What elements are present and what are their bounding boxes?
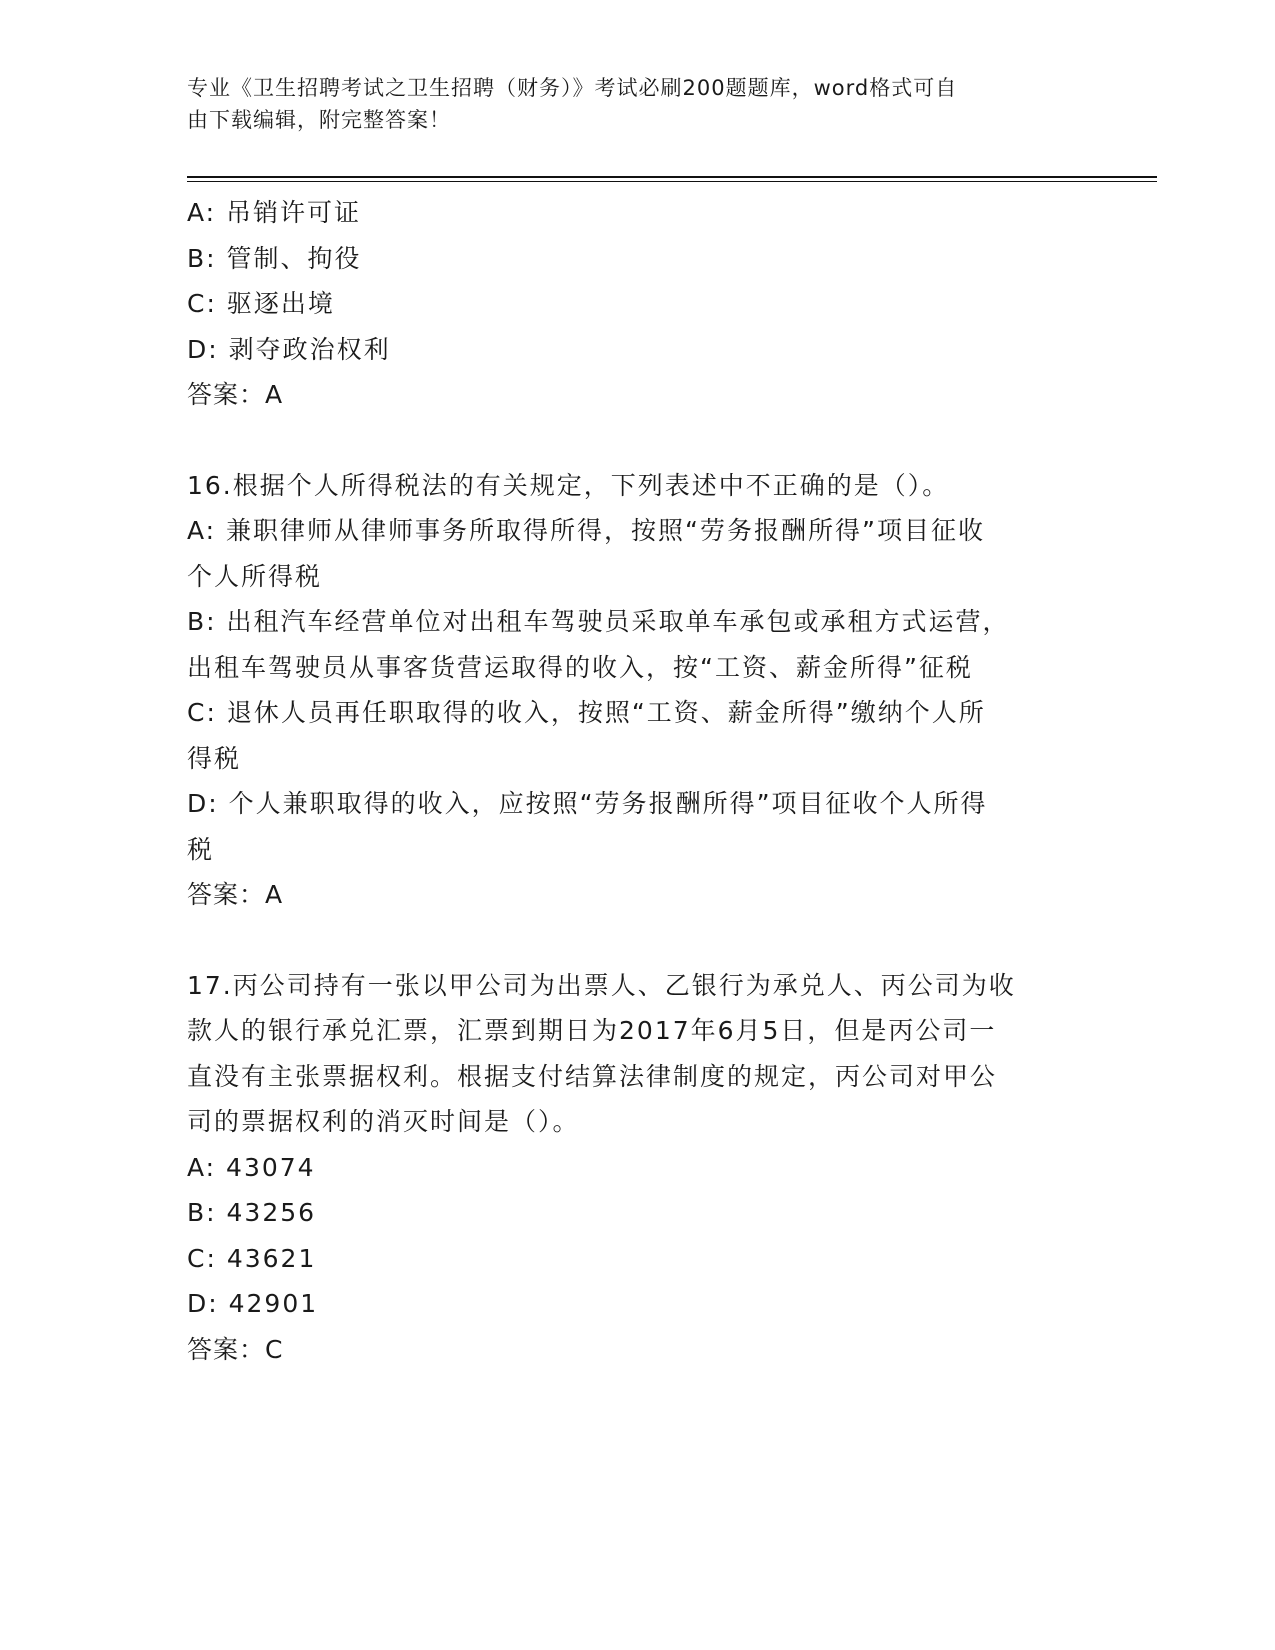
header-line-2: 由下载编辑，附完整答案！ [187,108,451,132]
q16-option-a-line-2: 个人所得税 [187,561,323,591]
q16-option-b-line-2: 出租车驾驶员从事客货营运取得的收入，按“工资、薪金所得”征税 [187,652,973,682]
question-17-block [187,963,1077,1373]
document-header [187,72,1067,136]
q15-option-b: B: 管制、拘役 [187,243,362,273]
q17-stem-line-4: 司的票据权利的消灭时间是（）。 [187,1107,580,1136]
q16-stem: 16.根据个人所得税法的有关规定，下列表述中不正确的是（）。 [187,470,950,500]
q16-option-b-line-1: B: 出租汽车经营单位对出租车驾驶员采取单车承包或承租方式运营， [187,607,1010,636]
q16-option-d-line-1: D: 个人兼职取得的收入，应按照“劳务报酬所得”项目征收个人所得 [187,789,988,818]
q15-answer: 答案：A [187,380,284,409]
spacer [187,918,1077,963]
q15-option-d: D: 剥夺政治权利 [187,334,391,364]
q15-option-a: A: 吊销许可证 [187,198,362,227]
q17-stem-line-2: 款人的银行承兑汇票，汇票到期日为2017年6月5日，但是丙公司一 [187,1016,997,1045]
question-15-block [187,190,1077,418]
q16-option-c-line-1: C: 退休人员再任职取得的收入，按照“工资、薪金所得”缴纳个人所 [187,698,986,727]
q17-answer: 答案：C [187,1334,284,1364]
q16-option-d-line-2: 税 [187,834,215,864]
q17-option-b: B: 43256 [187,1198,317,1227]
q17-stem-line-1: 17.丙公司持有一张以甲公司为出票人、乙银行为承兑人、丙公司为收 [187,970,1016,1000]
q16-option-c-line-2: 得税 [187,743,242,773]
q16-answer: 答案：A [187,880,284,909]
header-line-1: 专业《卫生招聘考试之卫生招聘（财务）》考试必刷200题题库，word格式可自 [187,76,958,100]
question-content [187,190,1077,1372]
q17-option-d: D: 42901 [187,1289,319,1318]
q17-option-c: C: 43621 [187,1243,317,1273]
question-16-block [187,463,1077,918]
header-divider-thin [187,181,1157,182]
spacer [187,418,1077,463]
q17-stem-line-3: 直没有主张票据权利。根据支付结算法律制度的规定，丙公司对甲公 [187,1061,998,1091]
header-divider-thick [187,176,1157,178]
q17-option-a: A: 43074 [187,1152,316,1182]
q15-option-c: C: 驱逐出境 [187,289,335,318]
q16-option-a-line-1: A: 兼职律师从律师事务所取得所得，按照“劳务报酬所得”项目征收 [187,516,985,545]
